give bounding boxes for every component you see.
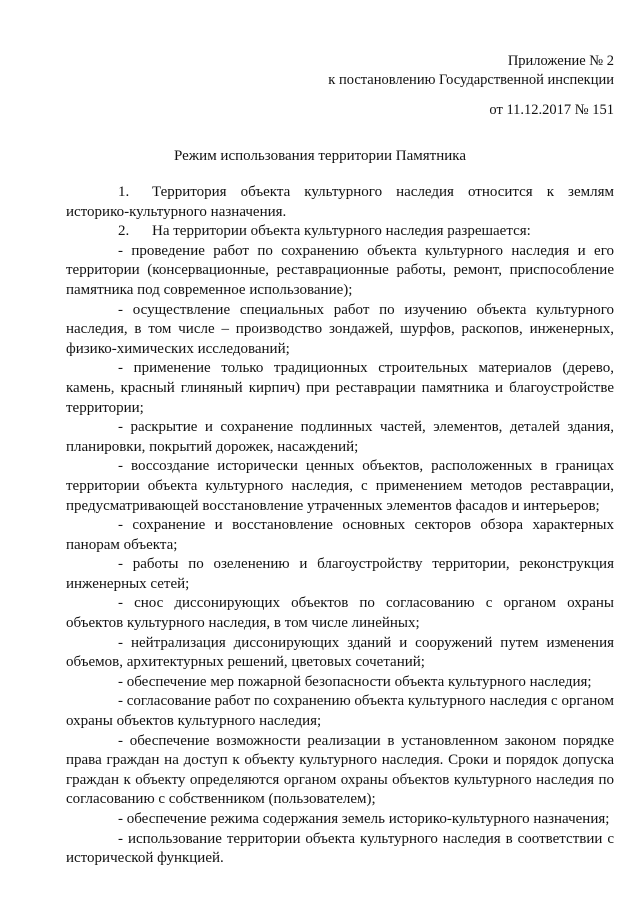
list-item: - проведение работ по сохранению объекта культурного наследия и его территории (консервационные, реставрационные работы, ремонт, приспособление памятника под современное использование); [66, 242, 614, 298]
list-item: - обеспечение режима содержания земель историко-культурного назначения; [118, 811, 610, 827]
resolution-date: от 11.12.2017 № 151 [489, 102, 614, 118]
list-item: - раскрытие и сохранение подлинных частей, элементов, деталей здания, планировки, покрытий дорожек, насаждений; [66, 419, 614, 455]
numbered-point [66, 183, 614, 222]
document-title: Режим использования территории Памятника [174, 148, 466, 164]
point-number: 1. [118, 184, 130, 200]
list-item: - сохранение и восстановление основных секторов обзора характерных панорам объекта; [66, 517, 614, 553]
list-item: - применение только традиционных строительных материалов (дерево, камень, красный глиняный кирпич) при реставрации памятника и благоустройстве территории; [66, 360, 614, 416]
appendix-number: Приложение № 2 [507, 53, 614, 69]
point-text: На территории объекта культурного наследия разрешается: [152, 223, 531, 240]
document-body [66, 183, 614, 869]
list-item: - воссоздание исторически ценных объектов, расположенных в границах территории объекта культурного наследия, с применением методов реставрации, предусматривающей восстановление утраченных элементов фасадов и интерьеров; [66, 458, 614, 514]
numbered-point [66, 222, 614, 242]
list-item: - осуществление специальных работ по изучению объекта культурного наследия, в том числе – производство зондажей, шурфов, раскопов, инженерных, физико-химических исследований; [66, 301, 614, 357]
list-item: - нейтрализация диссонирующих зданий и сооружений путем изменения объемов, архитектурных решений, цветовых сочетаний; [66, 634, 614, 671]
appendix-reference: к постановлению Государственной инспекции [328, 72, 614, 88]
point-text: Территория объекта культурного наследия относится к землям историко-культурного назначения. [66, 184, 614, 220]
list-item: - обеспечение мер пожарной безопасности объекта культурного наследия; [118, 673, 592, 690]
list-item: - обеспечение возможности реализации в установленном законом порядке права граждан на доступ к объекту культурного наследия. Сроки и порядок допуска граждан к объекту определяются органом охраны объектов культурного наследия по согласованию с собственником (пользователем); [66, 732, 614, 808]
list-item: - работы по озеленению и благоустройству территории, реконструкция инженерных сетей; [66, 556, 614, 592]
list-item: - использование территории объекта культурного наследия в соответствии с исторической функцией. [66, 830, 614, 867]
point-number: 2. [118, 223, 130, 240]
list-item: - снос диссонирующих объектов по согласованию с органом охраны объектов культурного наследия, в том числе линейных; [66, 595, 614, 632]
list-item: - согласование работ по сохранению объекта культурного наследия с органом охраны объектов культурного наследия; [66, 693, 614, 730]
appendix-header [328, 52, 614, 90]
